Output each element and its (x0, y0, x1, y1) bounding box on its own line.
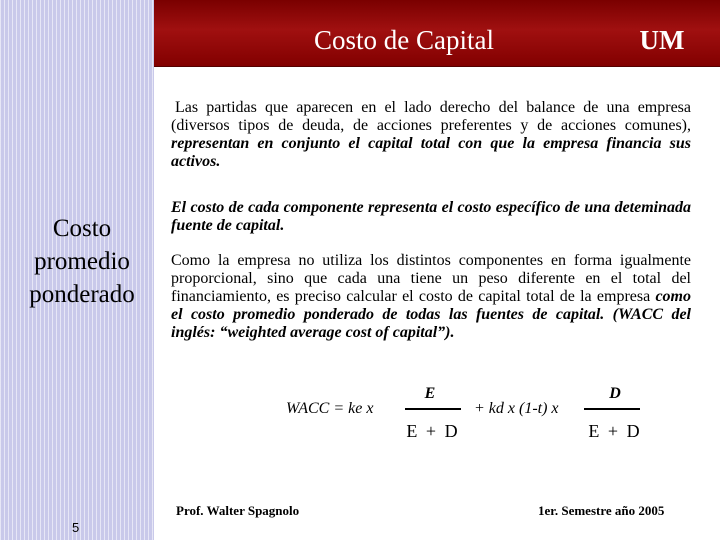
paragraph-capital (171, 99, 691, 171)
section-title-line: ponderado (29, 281, 135, 308)
fraction-bar (584, 408, 640, 410)
brand-label: UM (639, 25, 685, 55)
formula-lhs: WACC = ke x (286, 400, 374, 417)
paragraph-wacc (171, 252, 691, 342)
section-title-line: Costo (52, 215, 112, 242)
formula-denominator: E + D (588, 421, 642, 441)
formula-numerator-d: D (609, 385, 621, 402)
footer-semester: 1er. Semestre año 2005 (538, 503, 665, 518)
paragraph-emphasis: como el costo promedio ponderado de todas las fuentes de capital. (WACC del inglés: “weighted average cost of capital”). (171, 288, 691, 341)
paragraph-component-cost (171, 199, 691, 235)
slide-title: Costo de Capital (314, 25, 494, 55)
footer-author: Prof. Walter Spagnolo (176, 503, 300, 518)
section-title (18, 212, 146, 311)
paragraph-text: Las partidas que aparecen en el lado derecho del balance de una empresa (diversos tipos de deuda, de acciones preferentes y de acciones comunes), (171, 99, 691, 134)
section-title-line: promedio (34, 248, 130, 275)
formula-denominator: E + D (406, 421, 460, 441)
page-number: 5 (72, 520, 80, 535)
paragraph-emphasis: representan en conjunto el capital total con que la empresa financia sus activos. (171, 135, 691, 170)
header-banner (154, 0, 720, 67)
formula-middle: + kd x (1-t) x (474, 400, 559, 417)
fraction-bar (405, 408, 461, 410)
paragraph-emphasis: El costo de cada componente representa el costo específico de una deteminada fuente de capital. (171, 199, 691, 234)
paragraph-text: Como la empresa no utiliza los distintos componentes en forma igualmente proporcional, sino que cada una tiene un peso diferente en el total del financiamiento, es preciso calcular el costo de capital total de la empresa (171, 252, 691, 305)
formula-numerator-e: E (424, 385, 436, 402)
